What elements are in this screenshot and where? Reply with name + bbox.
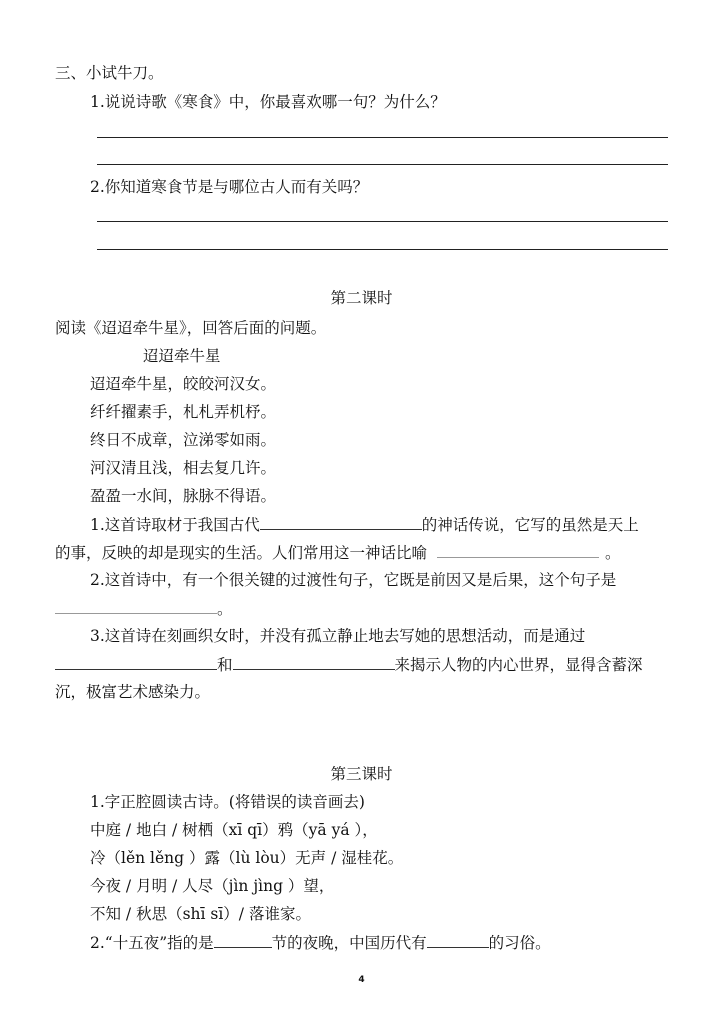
section3-question-2: 2.你知道寒食节是与哪位古人而有关吗？ <box>90 178 369 196</box>
blank <box>55 654 217 670</box>
blank <box>427 932 489 948</box>
pinyin-line: 不知 / 秋思（shī sī）/ 落谁家。 <box>90 905 311 923</box>
lesson2-question-1: 1.这首诗取材于我国古代 的神话传说，它写的虽然是天上 <box>90 516 639 534</box>
poem-line: 终日不成章，泣涕零如雨。 <box>90 431 277 449</box>
blank <box>437 542 599 558</box>
lesson2-question-3-end: 沉，极富艺术感染力。 <box>55 683 211 701</box>
lesson2-intro: 阅读《迢迢牵牛星》，回答后面的问题。 <box>55 319 327 337</box>
blank <box>260 514 422 530</box>
answer-line <box>97 164 668 165</box>
blank <box>214 932 272 948</box>
poem-line: 纤纤擢素手，札札弄机杼。 <box>90 403 277 421</box>
answer-line <box>97 137 668 138</box>
poem-title: 迢迢牵牛星 <box>143 347 221 365</box>
section3-heading: 三、小试牛刀。 <box>55 64 164 82</box>
lesson2-question-3-cont: 和 来揭示人物的内心世界，显得含蓄深 <box>55 654 643 675</box>
poem-line: 河汉清且浅，相去复几许。 <box>90 459 277 477</box>
pinyin-line: 今夜 / 月明 / 人尽（jìn jìng ）望， <box>90 877 335 895</box>
blank <box>55 598 217 614</box>
answer-line <box>97 249 668 250</box>
section3-question-1: 1.说说诗歌《寒食》中，你最喜欢哪一句？为什么？ <box>90 93 446 111</box>
poem-line: 迢迢牵牛星，皎皎河汉女。 <box>90 375 277 393</box>
lesson3-question-1: 1.字正腔圆读古诗。(将错误的读音画去) <box>90 793 365 811</box>
page-number: 4 <box>358 975 365 985</box>
lesson2-question-2: 2.这首诗中，有一个很关键的过渡性句子，它既是前因又是后果，这个句子是 <box>90 571 617 589</box>
lesson3-question-2: 2.“十五夜”指的是 节的夜晚，中国历代有 的习俗。 <box>90 934 551 952</box>
answer-line <box>97 221 668 222</box>
blank <box>233 654 395 670</box>
pinyin-line: 冷（lěn lěng ）露（lù lòu）无声 / 湿桂花。 <box>90 849 404 867</box>
lesson2-title: 第二课时 <box>330 289 393 307</box>
lesson2-question-3: 3.这首诗在刻画织女时，并没有孤立静止地去写她的思想活动，而是通过 <box>90 627 586 645</box>
lesson2-question-1-cont: 的事，反映的却是现实的生活。人们常用这一神话比喻 。 <box>55 544 621 562</box>
poem-line: 盈盈一水间，脉脉不得语。 <box>90 487 277 505</box>
lesson2-question-2-cont: 。 <box>55 598 233 619</box>
pinyin-line: 中庭 / 地白 / 树栖（xī qī）鸦（yā yá ）， <box>90 821 378 839</box>
lesson3-title: 第三课时 <box>330 765 393 783</box>
